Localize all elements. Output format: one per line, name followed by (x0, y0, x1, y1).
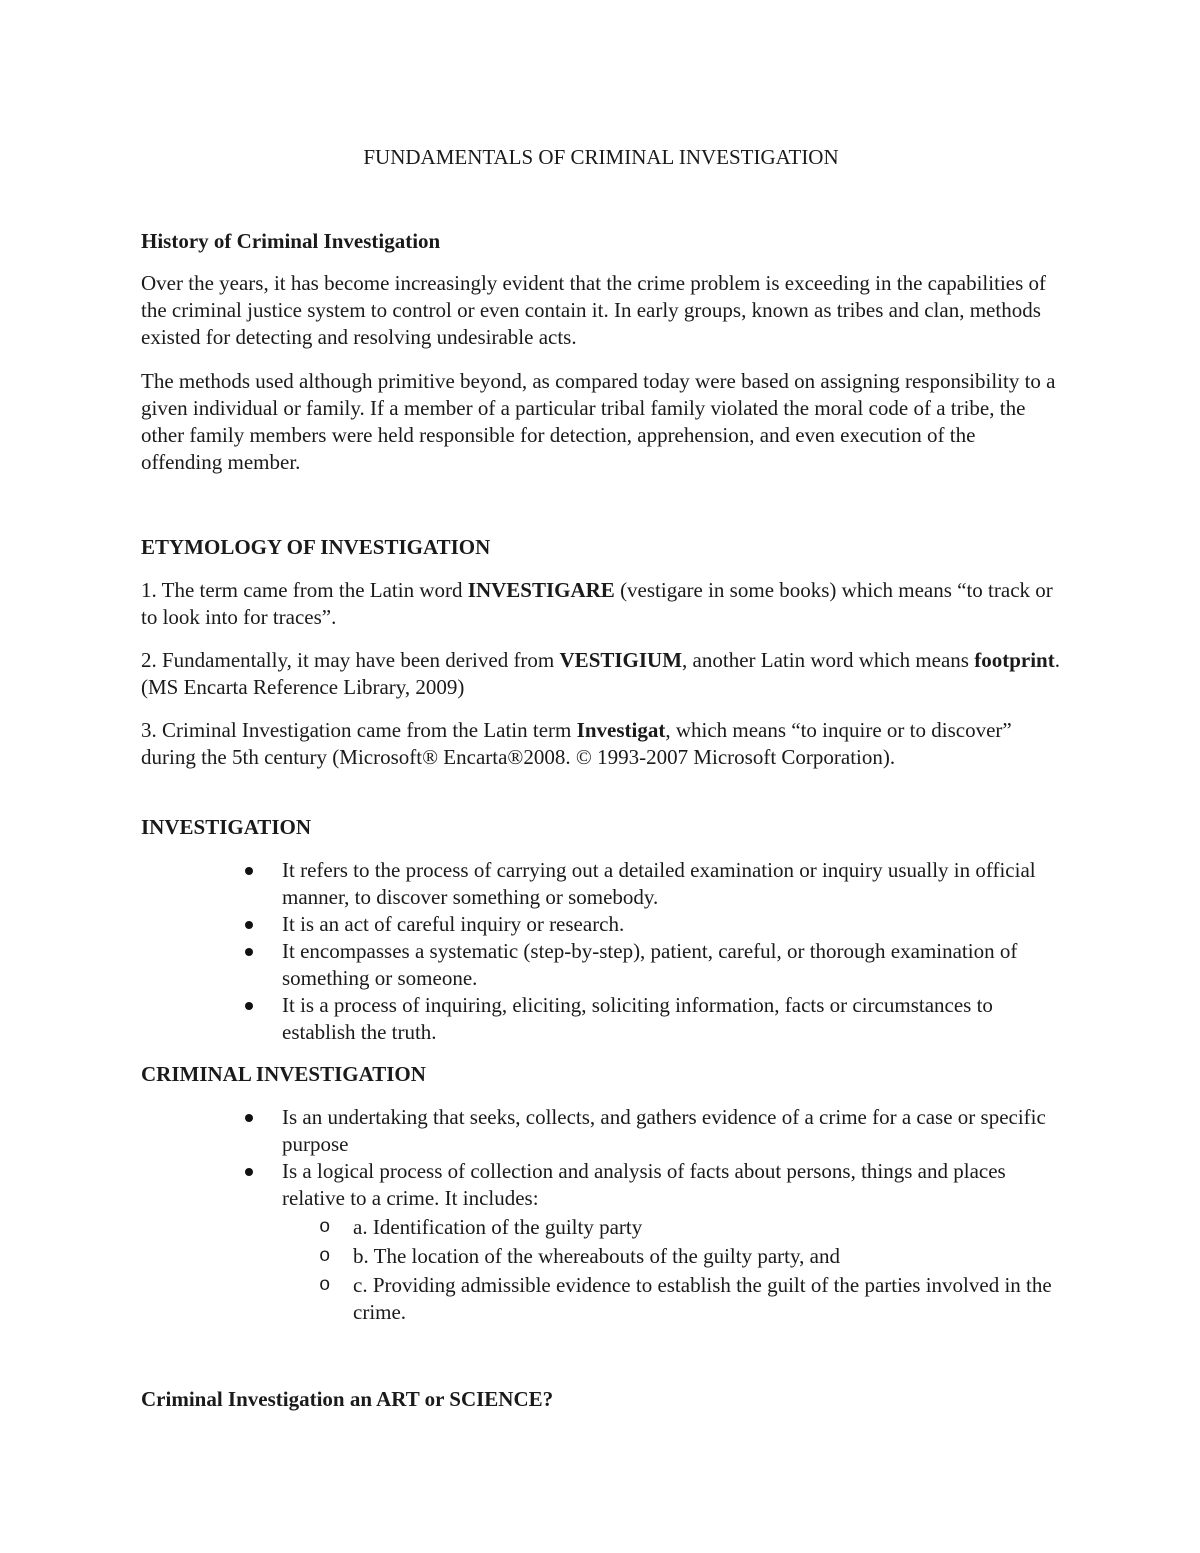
etymology-term-investigare: INVESTIGARE (467, 578, 615, 602)
list-item (141, 857, 1061, 911)
etymology-item-1-text-end: (vestigare in some books) which means “to track or to look into for traces”. (141, 578, 1053, 629)
etymology-heading: ETYMOLOGY OF INVESTIGATION (141, 535, 491, 559)
etymology-term-vestigium: VESTIGIUM (559, 648, 683, 672)
list-item-text: It encompasses a systematic (step-by-step), patient, careful, or thorough examination of something or someone. (282, 939, 1018, 990)
etymology-item-2-text: 2. Fundamentally, it may have been derived from (141, 648, 560, 672)
etymology-term-investigat: Investigat (576, 718, 666, 742)
criminal-investigation-sub-list (282, 1214, 1061, 1326)
bullet-icon (245, 992, 265, 1019)
criminal-investigation-heading: CRIMINAL INVESTIGATION (141, 1062, 426, 1086)
etymology-item-3-text-end: , which means “to inquire or to discover” during the 5th century (Microsoft® Encarta®2008. © 1993-2007 Microsoft Corporation). (141, 718, 1012, 769)
bullet-icon (245, 938, 265, 965)
etymology-item-3-text: 3. Criminal Investigation came from the Latin term (141, 718, 577, 742)
list-item-text: Is a logical process of collection and analysis of facts about persons, things and places relative to a crime. It includes: (282, 1159, 1006, 1210)
list-item (141, 911, 1061, 938)
list-item (141, 938, 1061, 992)
list-item (141, 1158, 1061, 1326)
document-title: FUNDAMENTALS OF CRIMINAL INVESTIGATION (363, 145, 839, 169)
investigation-heading: INVESTIGATION (141, 815, 311, 839)
hollow-circle-bullet-icon: o (319, 1245, 331, 1267)
history-heading: History of Criminal Investigation (141, 229, 441, 253)
bullet-icon (245, 857, 265, 884)
list-item-text: Is an undertaking that seeks, collects, and gathers evidence of a crime for a case or specific purpose (282, 1105, 1046, 1156)
etymology-term-footprint: footprint (974, 648, 1055, 672)
etymology-item-1-text: 1. The term came from the Latin word (141, 578, 468, 602)
history-paragraph-2: The methods used although primitive beyond, as compared today were based on assigning responsibility to a given individual or family. If a member of a particular tribal family violated the moral code of a tribe, the other family members were held responsible for detection, apprehension, and even execution of the offending member. (141, 369, 1056, 474)
sub-list-item-text: a. Identification of the guilty party (353, 1215, 643, 1239)
list-item (141, 992, 1061, 1046)
sub-list-item-text: c. Providing admissible evidence to establish the guilt of the parties involved in the crime. (353, 1273, 1052, 1324)
etymology-item-2-text-end: . (MS Encarta Reference Library, 2009) (141, 648, 1060, 699)
hollow-circle-bullet-icon: o (319, 1274, 331, 1296)
bullet-icon (245, 911, 265, 938)
list-item-text: It refers to the process of carrying out a detailed examination or inquiry usually in official manner, to discover something or somebody. (282, 858, 1036, 909)
sub-list-item (282, 1214, 1061, 1241)
etymology-item-1 (141, 577, 1061, 631)
criminal-investigation-bullet-list (141, 1104, 1061, 1326)
sub-list-item (282, 1243, 1061, 1270)
list-item-text: It is an act of careful inquiry or research. (282, 912, 625, 936)
etymology-item-2-text-mid: , another Latin word which means (682, 648, 975, 672)
etymology-item-2 (141, 647, 1061, 701)
list-item-text: It is a process of inquiring, eliciting, soliciting information, facts or circumstances to establish the truth. (282, 993, 993, 1044)
sub-list-item (282, 1272, 1061, 1326)
etymology-item-3 (141, 717, 1061, 771)
art-or-science-heading: Criminal Investigation an ART or SCIENCE? (141, 1387, 554, 1411)
sub-list-item-text: b. The location of the whereabouts of the guilty party, and (353, 1244, 840, 1268)
list-item (141, 1104, 1061, 1158)
investigation-bullet-list (141, 857, 1061, 1046)
bullet-icon (245, 1104, 265, 1131)
bullet-icon (245, 1158, 265, 1185)
history-paragraph-1: Over the years, it has become increasingly evident that the crime problem is exceeding in the capabilities of the criminal justice system to control or even contain it. In early groups, known as tribes and clan, methods existed for detecting and resolving undesirable acts. (141, 271, 1047, 349)
hollow-circle-bullet-icon: o (319, 1216, 331, 1238)
